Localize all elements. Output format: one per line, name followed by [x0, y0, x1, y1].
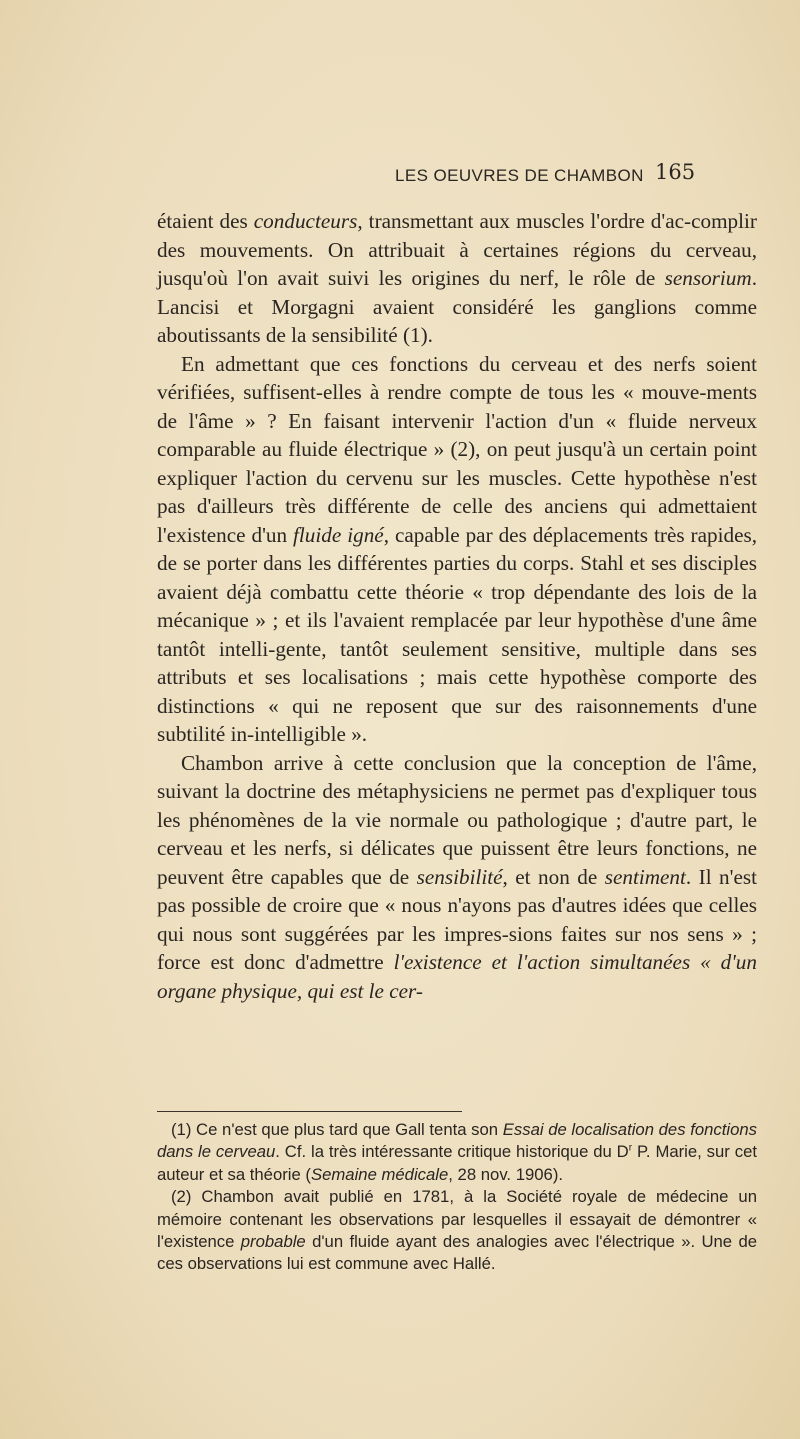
paragraph-1: étaient des conducteurs, transmettant aux muscles l'ordre d'ac-complir des mouvements. On attribuait à certaines régions du cerveau, jusqu'où l'on avait suivi les origines du nerf, le rôle de sensorium. Lancisi et Morgagni avaient considéré les ganglions comme aboutissants de la sensibilité (1). — [157, 209, 757, 347]
footnotes — [157, 1119, 757, 1276]
page-header — [0, 160, 800, 200]
paragraph-2: En admettant que ces fonctions du cerveau et des nerfs soient vérifiées, suffisent-elles à rendre compte de tous les « mouve-ments de l'âme » ? En faisant intervenir l'action d'un « fluide nerveux comparable au fluide électrique » (2), on peut jusqu'à un certain point expliquer l'action du cervenu sur les muscles. Cette hypothèse n'est pas d'ailleurs très différente de celle des anciens qui admettaient l'existence d'un fluide igné, capable par des déplacements très rapides, de se porter dans les différentes parties du corps. Stahl et ses disciples avaient déjà combattu cette théorie « trop dépendante des lois de la mécanique » ; et ils l'avaient remplacée par leur hypothèse d'une âme tantôt intelli-gente, tantôt seulement sensitive, multiple dans ses attributs et ses localisations ; mais cette hypothèse comporte des distinctions « qui ne reposent que sur des raisonnements d'une subtilité in-intelligible ». — [157, 351, 758, 746]
footnote-2: (2) Chambon avait publié en 1781, à la Société royale de médecine un mémoire contenant les observations par lesquelles il essayait de démontrer « l'existence probable d'un fluide ayant des analogies avec l'électrique ». Une de ces observations lui est commune avec Hallé. — [157, 1187, 758, 1274]
footnote-rule — [157, 1111, 462, 1112]
footnote-1: (1) Ce n'est que plus tard que Gall tenta son Essai de localisation des fonctions dans le cerveau. Cf. la très intéressante critique historique du $D^r$ P. Marie, sur cet auteur et sa théorie (Semaine médicale, 28 nov. 1906). — [157, 1120, 757, 1184]
main-text — [157, 207, 757, 1005]
paragraph-3: Chambon arrive à cette conclusion que la conception de l'âme, suivant la doctrine des métaphysiciens ne permet pas d'expliquer tous les phénomènes de la vie normale ou pathologique ; d'autre part, le cerveau et les nerfs, si délicates que puissent être leurs fonctions, ne peuvent être capables que de sensibilité, et non de sentiment. Il n'est pas possible de croire que « nous n'ayons pas d'autres idées que celles qui nous sont suggérées par les impres-sions faites sur nos sens » ; force est donc d'admettre l'existence et l'action simultanées « d'un organe physique, qui est le cer- — [157, 750, 757, 1003]
page-number: 165 — [655, 160, 696, 184]
running-title: LES OEUVRES DE CHAMBON — [395, 166, 644, 185]
